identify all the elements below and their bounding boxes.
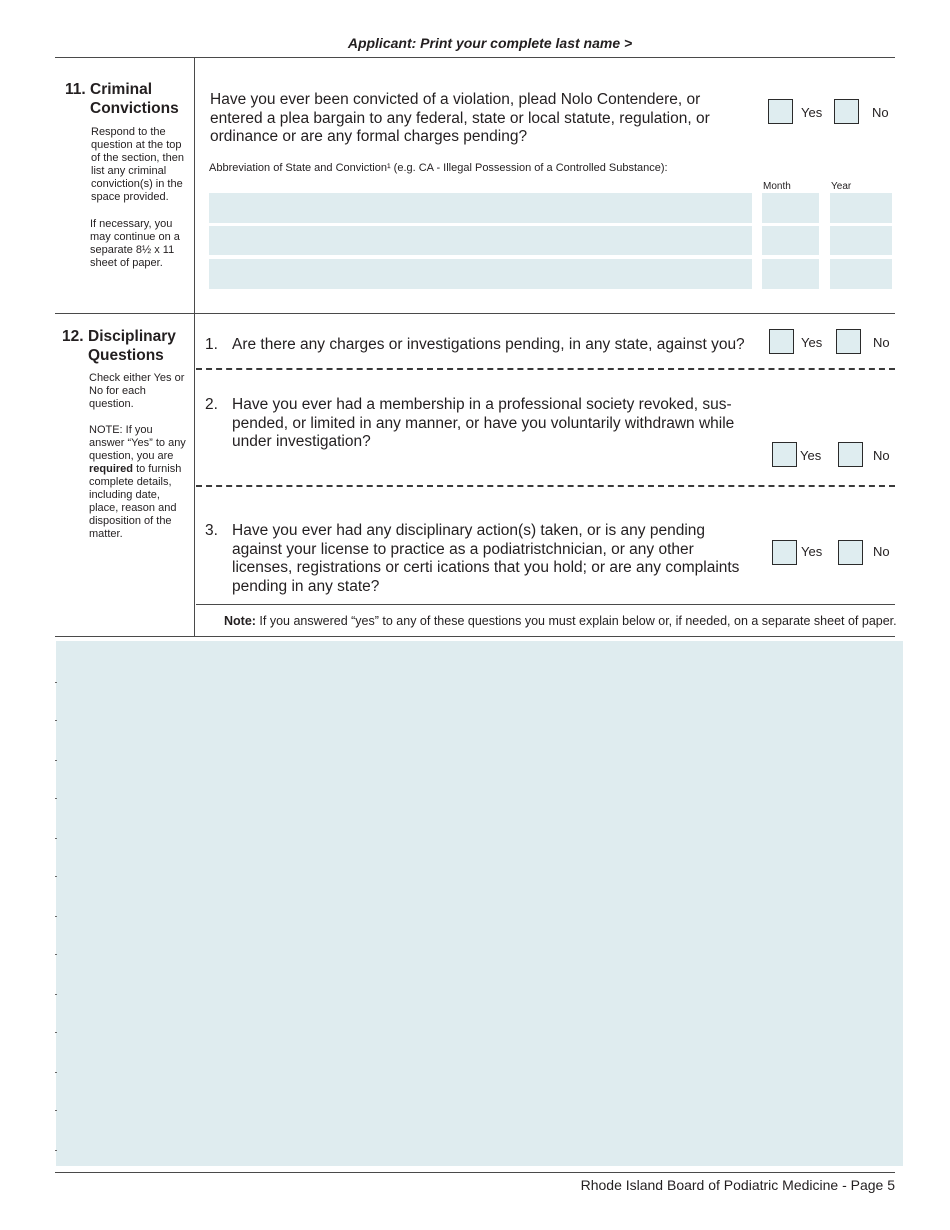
conviction-field-1[interactable] (209, 193, 752, 223)
section-11-number: 11. (65, 81, 86, 98)
question-2-text: Have you ever had a membership in a professional society revoked, sus-pended, or limited in any manner, or have you voluntarily withdrawn while under investigation? (232, 396, 735, 450)
section-11-continuation-note: If necessary, you may continue on a separate 8½ x 11 sheet of paper. (90, 218, 180, 269)
month-column-label: Month (763, 181, 791, 192)
year-column-label: Year (831, 181, 852, 192)
line-tick (55, 1072, 57, 1073)
conviction-field-3[interactable] (209, 259, 752, 289)
section-11-yes-checkbox[interactable] (768, 99, 793, 124)
required-note-emphasis: required (89, 463, 134, 475)
section-12-required-note (89, 424, 189, 541)
line-tick (55, 916, 57, 917)
conviction-month-field-1[interactable] (762, 193, 819, 223)
section-12-number: 12. (62, 328, 84, 345)
question-1-text: Are there any charges or investigations pending, in any state, against you? (232, 336, 745, 353)
conviction-field-2[interactable] (209, 226, 752, 255)
conviction-month-field-2[interactable] (762, 226, 819, 255)
conviction-year-field-2[interactable] (830, 226, 892, 255)
question-1-yes-checkbox[interactable] (769, 329, 794, 354)
section-12-title: Disciplinary Questions (88, 328, 176, 364)
line-tick (55, 954, 57, 955)
question-separator-1 (196, 368, 895, 370)
section-11-question: Have you ever been convicted of a violation, plead Nolo Contendere, or entered a plea bargain to any federal, state or local statute, regulation, or ordinance or are any formal charges pending? (210, 91, 710, 145)
section-11-title: Criminal Convictions (90, 81, 179, 117)
line-tick (55, 1150, 57, 1151)
explanation-note (224, 614, 914, 628)
line-tick (55, 720, 57, 721)
required-note-tail: to furnish complete details, including date, place, reason and disposition of the matter. (89, 463, 182, 540)
required-note-lead: NOTE: If you answer “Yes” to any question, you are (89, 424, 186, 462)
conviction-abbreviation-label: Abbreviation of State and Conviction¹ (e.g. CA - Illegal Possession of a Controlled Substance): (209, 162, 668, 174)
footer-page-label: Rhode Island Board of Podiatric Medicine - Page 5 (580, 1177, 895, 1193)
section-12-bottom-rule (55, 636, 895, 637)
question-2-yes-label: Yes (800, 448, 822, 463)
section-11-instructions: Respond to the question at the top of the section, then list any criminal conviction(s) in the space provided. (91, 126, 184, 203)
applicant-last-name-prompt: Applicant: Print your complete last name > (347, 35, 633, 51)
section-11-no-label: No (872, 105, 889, 120)
line-tick (55, 994, 57, 995)
line-tick (55, 876, 57, 877)
question-1-no-label: No (873, 335, 890, 350)
line-tick (55, 760, 57, 761)
conviction-year-field-3[interactable] (830, 259, 892, 289)
explanation-note-text: If you answered “yes” to any of these questions you must explain below or, if needed, on a separate sheet of paper. (255, 614, 897, 628)
explanation-note-label: Note: (224, 614, 256, 628)
question-3-text: Have you ever had any disciplinary action(s) taken, or is any pending against your license to practice as a podiatristchnician, or any other licenses, registrations or certi ications that you hold; or are any complaints pending in any state? (232, 522, 740, 595)
section-11-bottom-rule (55, 313, 895, 314)
question-3-number: 3. (205, 522, 218, 539)
question-3-no-label: No (873, 544, 890, 559)
section-11-no-checkbox[interactable] (834, 99, 859, 124)
line-tick (55, 798, 57, 799)
footer-rule (55, 1172, 895, 1173)
question-2-number: 2. (205, 396, 218, 413)
question-2-yes-checkbox[interactable] (772, 442, 797, 467)
line-tick (55, 1110, 57, 1111)
question-1-number: 1. (205, 336, 218, 353)
question-3-no-checkbox[interactable] (838, 540, 863, 565)
note-top-rule (196, 604, 895, 605)
question-3-yes-label: Yes (801, 544, 823, 559)
section-11-yes-label: Yes (801, 105, 823, 120)
question-2-no-label: No (873, 448, 890, 463)
conviction-month-field-3[interactable] (762, 259, 819, 289)
line-tick (55, 838, 57, 839)
question-2-no-checkbox[interactable] (838, 442, 863, 467)
question-separator-2 (196, 485, 895, 487)
question-1-yes-label: Yes (801, 335, 823, 350)
header-rule (55, 57, 895, 58)
question-3-yes-checkbox[interactable] (772, 540, 797, 565)
explanation-text-area[interactable] (56, 641, 903, 1166)
column-divider (194, 57, 195, 637)
conviction-year-field-1[interactable] (830, 193, 892, 223)
line-tick (55, 682, 57, 683)
question-1-no-checkbox[interactable] (836, 329, 861, 354)
line-tick (55, 1032, 57, 1033)
section-12-instructions: Check either Yes or No for each question. (89, 372, 185, 410)
